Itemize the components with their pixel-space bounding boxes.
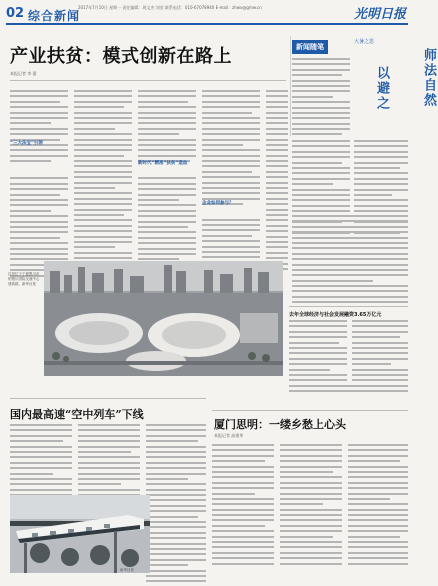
aerial-photo-art [44,261,283,376]
story3-column-2 [280,444,342,568]
story2-column-2 [78,424,140,499]
story2-rule [10,398,206,399]
lead-column-2 [74,90,132,273]
lead-subhead-1: “三大法宝”引领 [10,141,43,146]
rail-photo [10,495,150,573]
story3-column-1 [212,444,274,568]
lead-rule [10,80,286,81]
lead-headline: 产业扶贫：模式创新在路上 [10,46,232,67]
lead-column-3 [138,90,196,280]
lead-byline: 本报记者 李 蕾 [10,71,37,76]
lead-subhead-3: 企业如何参与？ [202,201,234,206]
right-box-rule [289,306,408,307]
story2-column-3 [146,424,206,586]
story3-headline: 厦门思明：一缕乡愁上心头 [214,418,346,431]
lead-subhead-2: 新时代“精准”扶贫“造血” [138,161,191,166]
header-rule [6,23,408,25]
story2-column-1 [10,424,72,499]
story3-rule [212,410,408,411]
story3-column-3 [348,444,408,568]
sidebar-tag: 新闻随笔 [292,40,328,54]
page-number: 02 [6,6,25,21]
sidebar-column-1 [292,58,350,139]
right-box-headline: 去年全球经济与社会发展融资3.65万亿元 [289,312,382,318]
section-title: 综合新闻 [28,9,81,23]
sidebar-title-col1: 师法自然 [421,48,436,108]
lead-column-1 [10,90,68,280]
sidebar-small-text: 大暑之思 [354,39,375,45]
masthead-logo: 光明日报 [353,7,406,22]
lead-column-5 [266,90,288,273]
story2-headline: 国内最高速“空中列车”下线 [10,408,144,421]
aerial-photo [44,261,283,376]
sidebar-column-4 [292,215,408,307]
sidebar-title-col2: 以避之 [374,66,389,111]
lead-column-4 [202,90,260,283]
dateline: 2017年7月10日 星期一 责任编辑：周文杰 刘奕 联系电话：010-67078940 E-mail：zhwx@gmw.cn [78,5,262,10]
rail-photo-art [10,495,150,573]
right-box-continued [289,385,408,396]
photo-caption: 这是位于宁夏银川市的银川国际交流中心建筑群。新华社发 [8,272,40,286]
story3-byline: 本报记者 高建华 [214,433,244,438]
page-header [0,0,414,26]
right-box-column-1 [289,320,347,385]
right-box-column-2 [352,320,408,385]
rail-photo-caption: 新华社发 [120,568,134,572]
